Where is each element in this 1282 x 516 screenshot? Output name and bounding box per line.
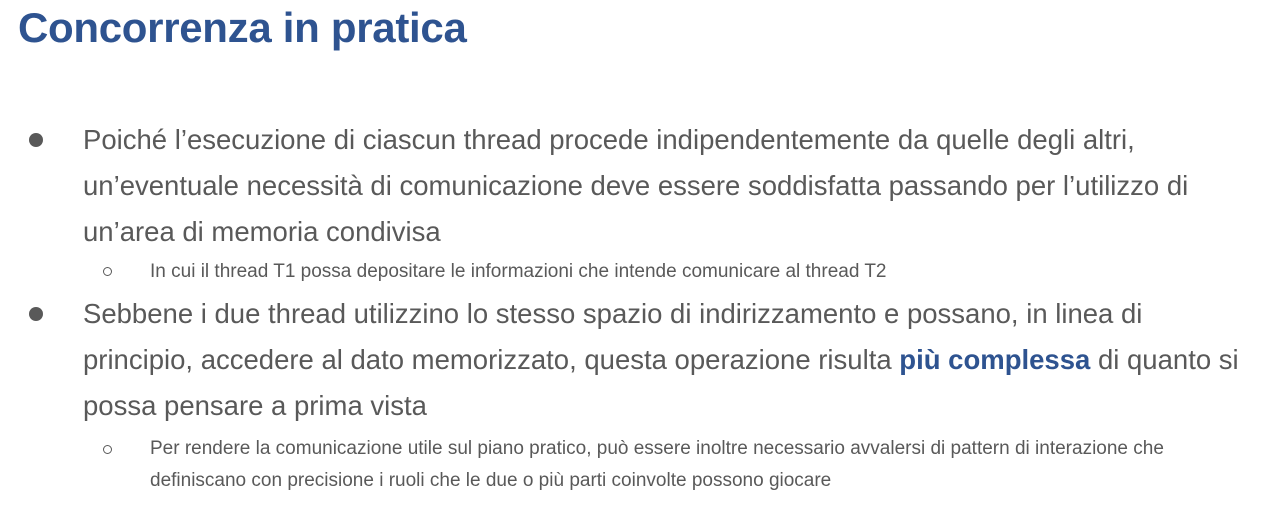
bullet-dot-icon [29,133,43,147]
slide-title: Concorrenza in pratica [18,4,467,51]
bullet-2-emphasis: più complessa [899,344,1091,375]
bullet-1-text: Poiché l’esecuzione di ciascun thread procede indipendentemente da quelle degli altri, un’eventuale necessità di comunicazione deve essere soddisfatta passando per l’utilizzo di un’area di memoria condivisa [83,124,1189,247]
sub-bullet-circle-icon [103,267,112,276]
bullet-2-text-before: Sebbene i due thread utilizzino lo stesso spazio di indirizzamento e possano, in linea di principio, accedere al dato memorizzato, questa operazione risulta [83,298,1143,375]
bullet-2-subtext: Per rendere la comunicazione utile sul piano pratico, può essere inoltre necessario avvalersi di pattern di interazione che definiscano con precisione i ruoli che le due o più parti coinvolte possono giocare [150,438,1164,491]
bullet-dot-icon [29,307,43,321]
bullet-1-subtext: In cui il thread T1 possa depositare le informazioni che intende comunicare al thread T2 [150,261,887,282]
sub-bullet-circle-icon [103,445,112,454]
bullet-2-text [83,291,1243,429]
bullet-2-text-after: di quanto si possa pensare a prima vista [83,344,1239,421]
